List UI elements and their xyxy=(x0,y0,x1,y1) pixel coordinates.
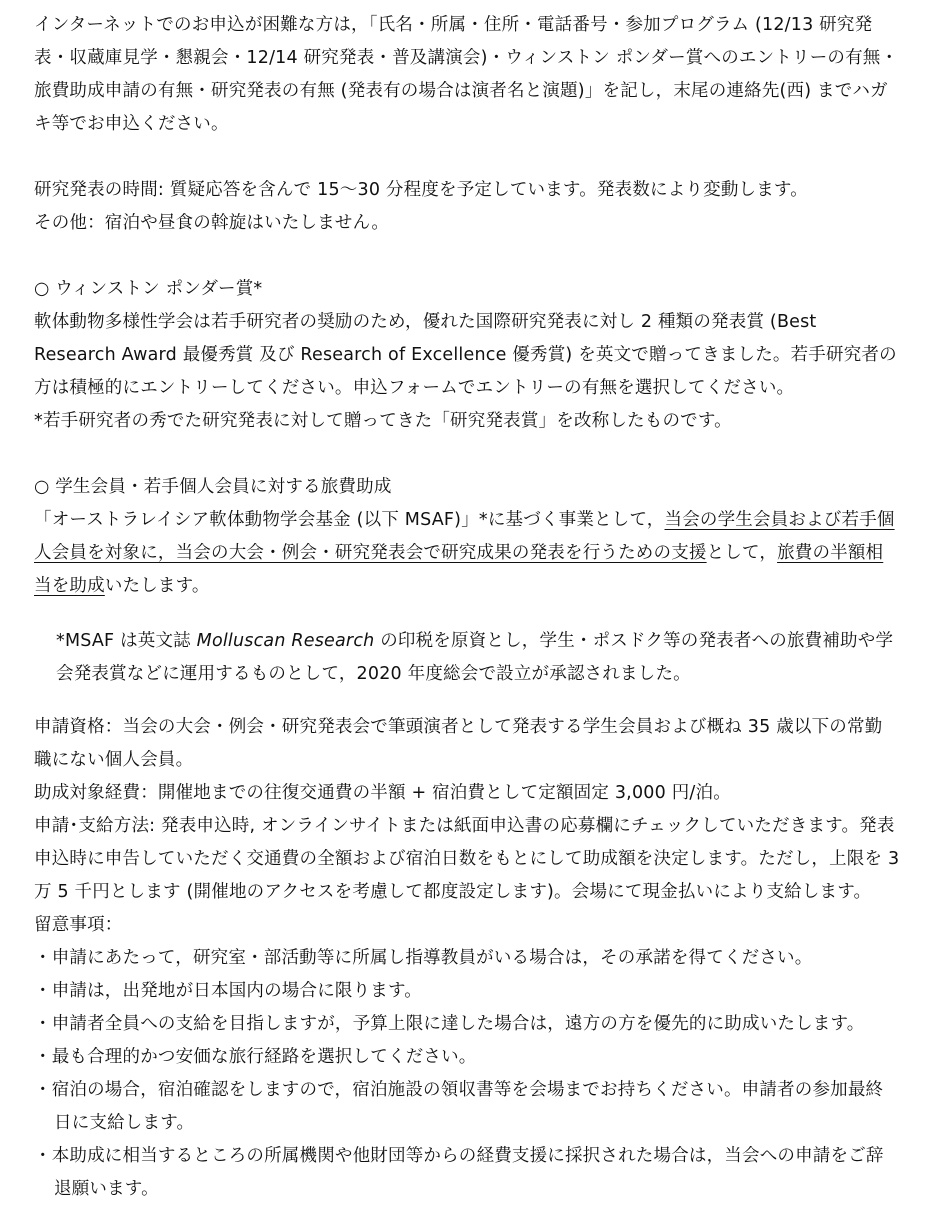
travel-grant-heading: ○ 学生会員・若手個人会員に対する旅費助成 xyxy=(34,477,392,497)
list-item: ・申請は，出発地が日本国内の場合に限ります。 xyxy=(34,981,422,1001)
travel-grant-intro xyxy=(34,504,900,603)
list-item: ・本助成に相当するところの所属機関や他財団等からの経費支援に採択された場合は，当会への申請をご辞退願います。 xyxy=(34,1146,884,1199)
list-item: ・申請者全員への支給を目指しますが，予算上限に達した場合は，遠方の方を優先的に助成いたします。 xyxy=(34,1014,865,1034)
list-item: ・宿泊の場合，宿泊確認をしますので，宿泊施設の領収書等を会場までお持ちください。申請者の参加最終日に支給します。 xyxy=(34,1080,884,1133)
notes-heading: 留意事項： xyxy=(34,915,123,935)
spacer xyxy=(34,240,900,273)
ponder-award-footnote: *若手研究者の秀でた研究発表に対して贈ってきた「研究発表賞」を改称したものです。 xyxy=(34,411,732,431)
travel-intro-text: 「オーストラレイシア軟体動物学会基金 (以下 MSAF)」*に基づく事業として， xyxy=(34,510,665,530)
journal-title: Molluscan Research xyxy=(196,631,375,651)
travel-intro-text: として， xyxy=(706,543,778,563)
spacer xyxy=(34,438,900,471)
travel-intro-underlined-amount: 旅費の半額相当を助成 xyxy=(34,543,884,596)
list-item: ・最も合理的かつ安価な旅行経路を選択してください。 xyxy=(34,1047,477,1067)
travel-intro-text: いたします。 xyxy=(104,576,210,596)
list-item: ・申請にあたって，研究室・部活動等に所属し指導教員がいる場合は，その承諾を得てください。 xyxy=(34,948,813,968)
msaf-note-text: *MSAF は英文誌 xyxy=(56,631,197,651)
spacer xyxy=(34,141,900,174)
travel-intro-underlined-target: 当会の学生会員および若手個人会員を対象に，当会の大会・例会・研究発表会で研究成果の発表を行うための支援 xyxy=(34,510,895,563)
ponder-award-heading: ○ ウィンストン ポンダー賞* xyxy=(34,279,263,299)
msaf-note xyxy=(34,625,900,691)
eligible-expenses: 助成対象経費：開催地までの往復交通費の半額 + 宿泊費として定額固定 3,000 円/泊。 xyxy=(34,783,731,803)
application-method: 申請･支給方法: 発表申込時, オンラインサイトまたは紙面申込書の応募欄にチェックしていただきます。発表申込時に申告していただく交通費の全額および宿泊日数をもとにして助成額を決定します。ただし，上限を 3 万 5 千円とします (開催地のアクセスを考慮して都度設定します)。会場にて現金払いにより支給します。 xyxy=(34,816,900,902)
ponder-award-body: 軟体動物多様性学会は若手研究者の奨励のため，優れた国際研究発表に対し 2 種類の発表賞 (Best Research Award 最優秀賞 及び Research of Excellence 優秀賞) を英文で贈ってきました。若手研究者の方は積極的にエントリーしてください。申込フォームでエントリーの有無を選択してください。 xyxy=(34,312,897,398)
presentation-time: 研究発表の時間: 質疑応答を含んで 15〜30 分程度を予定しています。発表数により変動します。 xyxy=(34,180,808,200)
eligibility: 申請資格：当会の大会・例会・研究発表会で筆頭演者として発表する学生会員および概ね 35 歳以下の常勤職にない個人会員。 xyxy=(34,717,883,770)
msaf-note-text: の印税を原資とし，学生・ポスドク等の発表者への旅費補助や学会発表賞などに運用するものとして，2020 年度総会で設立が承認されました。 xyxy=(56,631,894,684)
intro-paragraph: インターネットでのお申込が困難な方は，「氏名・所属・住所・電話番号・参加プログラム (12/13 研究発表・収蔵庫見学・懇親会・12/14 研究発表・普及講演会)・ウィンストン ポンダー賞へのエントリーの有無・旅費助成申請の有無・研究発表の有無 (発表有の場合は演者名と演題)」を記し，末尾の連絡先(西) までハガキ等でお申込ください。 xyxy=(34,15,899,134)
other-info: その他：宿泊や昼食の斡旋はいたしません。 xyxy=(34,213,390,233)
